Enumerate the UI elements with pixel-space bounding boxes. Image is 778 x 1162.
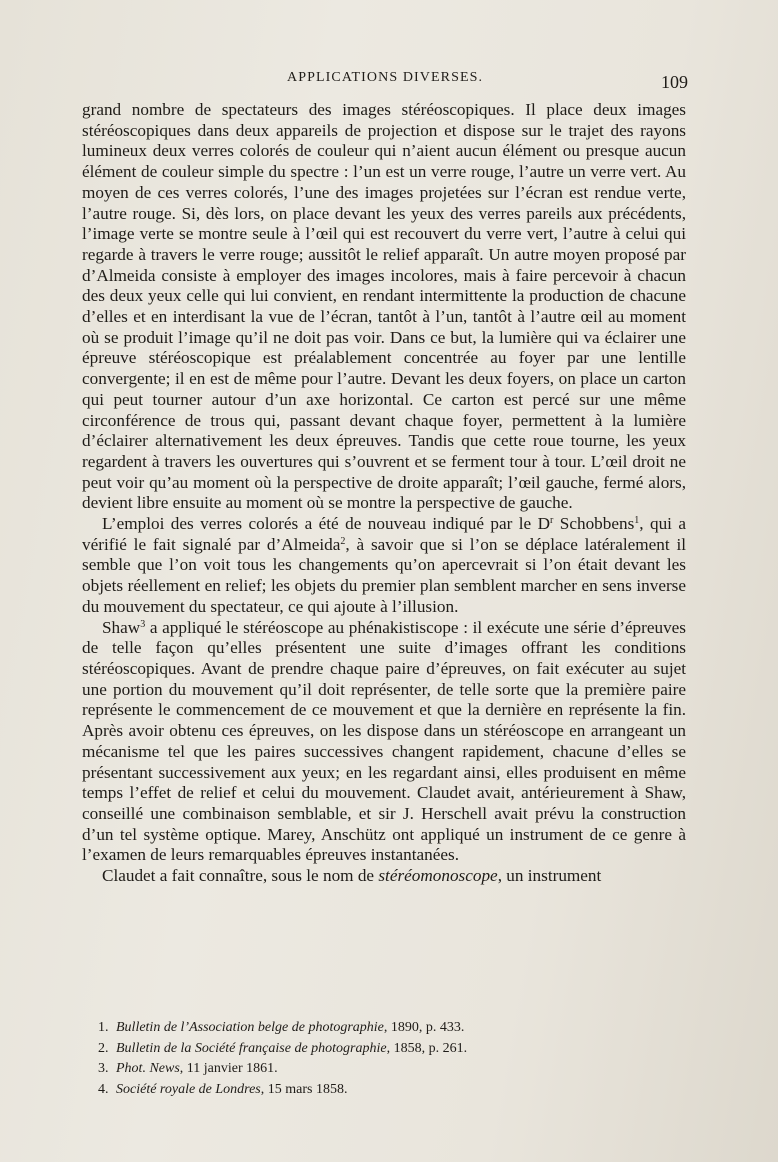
footnote xyxy=(98,1039,678,1060)
page-header xyxy=(82,70,688,100)
paragraph xyxy=(82,100,686,514)
footnote-marker: 1 xyxy=(634,515,640,527)
footnotes xyxy=(98,1018,678,1100)
footnote-number: 2. xyxy=(98,1040,109,1056)
footnote-number: 3. xyxy=(98,1061,109,1076)
footnote-marker: r xyxy=(550,515,554,527)
footnote-reference: , 11 janvier 1861. xyxy=(179,1061,278,1076)
italic-term: stéréomonoscope xyxy=(378,866,498,886)
paragraph-text: Schobbens xyxy=(553,514,635,534)
body-text xyxy=(82,100,686,887)
running-title: APPLICATIONS DIVERSES. xyxy=(287,70,484,85)
footnote-number: 4. xyxy=(98,1081,109,1097)
paragraph-text: a appliqué le stéréoscope au phénakistiscope : il exécute une série d’épreuves de telle façon qu’elles présentent une suite d’images offrant les conditions stéréoscopiques. Avant de prendre chaque paire d’épreuves, on fait exécuter au sujet une portion du mouvement qu’il doit représenter, de telle sorte que la première paire représente le commencement de ce mouvement et que la dernière en représente la fin. Après avoir obtenu ces épreuves, on les dispose dans un stéréoscope en arrangeant un mécanisme tel que les paires successives changent rapidement, chacune d’elles se présentant successivement aux yeux; en les regardant ainsi, elles produisent en même temps l’effet de relief et celui du mouvement. Claudet avait, antérieurement à Shaw, conseillé une combinaison semblable, et sir J. Herschell avait prévu la construction d’un tel système optique. Marey, Anschütz ont appliqué un instrument de ce genre à l’examen de leurs remarquables épreuves instantanées. xyxy=(82,617,686,865)
footnote xyxy=(98,1059,678,1080)
footnote-source-title: Société royale de Londres xyxy=(116,1081,261,1097)
footnote xyxy=(98,1080,678,1101)
footnote-reference: , 1890, p. 433. xyxy=(383,1020,465,1035)
footnote-marker: 2 xyxy=(340,535,346,547)
paragraph-text: L’emploi des verres colorés a été de nouveau indiqué par le D xyxy=(102,514,551,534)
paragraph-text: Shaw xyxy=(102,617,141,637)
footnote-number: 1. xyxy=(98,1020,109,1035)
paragraph xyxy=(82,866,686,887)
paragraph-text: , à savoir que si l’on se déplace latéralement il semble que l’on voit tous les changements qu’on apercevrait si l’on était devant les objets réellement en relief; les objets du premier plan semblent marcher en sens inverse du mouvement du spectateur, ce qui ajoute à l’illusion. xyxy=(82,534,686,616)
footnote-source-title: Bulletin de la Société française de photographie xyxy=(116,1040,387,1056)
paragraph-text: grand nombre de spectateurs des images stéréoscopiques. Il place deux images stéréoscopiques dans deux appareils de projection et dispose sur le trajet des rayons lumineux deux verres colorés de couleur qui n’aient aucun élément ou presque aucun élément de couleur simple du spectre : l’un est un verre rouge, l’autre un verre vert. Au moyen de ces verres colorés, l’une des images projetées sur l’écran est rendue verte, l’autre rouge. Si, dès lors, on place devant les yeux des verres pareils aux précédents, l’image verte se montre seule à l’œil qui est recouvert du verre vert, l’autre à celui qui regarde à travers le verre rouge; aussitôt le relief apparaît. Un autre moyen proposé par d’Almeida consiste à employer des images incolores, mais à faire percevoir à chacun des deux yeux celle qui lui convient, en rendant intermittente la production de chacune d’elles et en interdisant la vue de l’écran, tantôt à l’un, tantôt à l’autre œil au moment où se produit l’image qu’il ne doit pas voir. Dans ce but, la lumière qui va éclairer une épreuve stéréoscopique est préalablement concentrée au foyer par une lentille convergente; il en est de même pour l’autre. Devant les deux foyers, on place un carton qui peut tourner autour d’un axe horizontal. Ce carton est percé sur une même circonférence de trous qui, passant devant chaque foyer, permettent à la lumière d’éclairer alternativement les deux épreuves. Tandis que cette roue tourne, les yeux regardent à travers les ouvertures qui s’ouvrent et se ferment tour à tour. L’œil droit ne peut voir qu’au moment où la perspective de droite apparaît; l’œil gauche, fermé alors, devient libre ensuite au moment où se montre la perspective de gauche. xyxy=(82,100,686,513)
paragraph xyxy=(82,514,686,618)
footnote xyxy=(98,1018,678,1039)
paragraph-text: , qui a vérifié le fait signalé par d’Almeida xyxy=(82,514,687,554)
footnote-marker: 3 xyxy=(140,618,146,630)
footnote-source-title: Phot. News xyxy=(116,1061,180,1076)
paragraph-text: , un instrument xyxy=(497,866,602,886)
footnote-reference: , 15 mars 1858. xyxy=(260,1081,348,1097)
paragraph-text: Claudet a fait connaître, sous le nom de xyxy=(102,866,379,886)
page-number: 109 xyxy=(661,72,688,92)
footnote-source-title: Bulletin de l’Association belge de photographie xyxy=(116,1020,384,1035)
footnote-reference: , 1858, p. 261. xyxy=(386,1040,468,1056)
paragraph xyxy=(82,618,686,866)
